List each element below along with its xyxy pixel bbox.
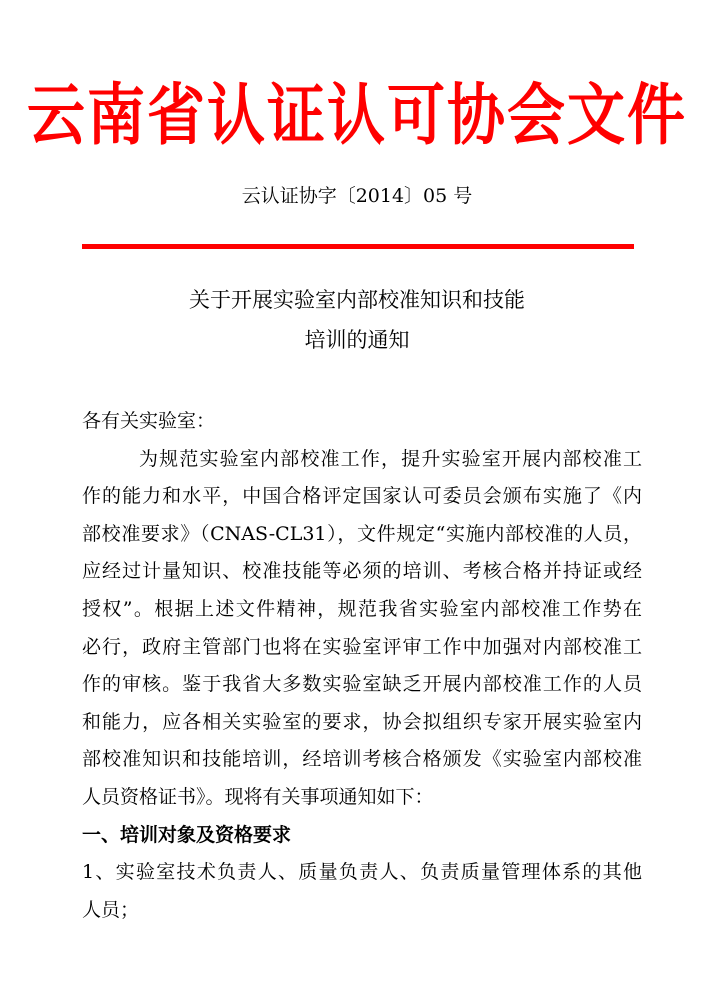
paragraph-line: 必行，政府主管部门也将在实验室评审工作中加强对内部校准工 bbox=[82, 635, 642, 658]
paragraph-line: 为规范实验室内部校准工作，提升实验室开展内部校准工 bbox=[139, 447, 642, 470]
list-item-line: 人员； bbox=[82, 898, 140, 921]
list-item-line: 1、实验室技术负责人、质量负责人、负责质量管理体系的其他 bbox=[82, 861, 642, 884]
notice-body bbox=[82, 403, 642, 929]
paragraph-line: 授权”。根据上述文件精神，规范我省实验室内部校准工作势在 bbox=[82, 597, 642, 620]
section-heading-training-targets: 一、培训对象及资格要求 bbox=[82, 823, 292, 846]
intro-paragraph bbox=[82, 441, 642, 817]
document-number: 云认证协字〔2014〕05 号 bbox=[241, 185, 473, 207]
paragraph-line: 和能力，应各相关实验室的要求，协会拟组织专家开展实验室内 bbox=[82, 710, 642, 733]
notice-title-line-1: 关于开展实验室内部校准知识和技能 bbox=[189, 288, 525, 312]
paragraph-line: 人员资格证书》。现将有关事项通知如下： bbox=[82, 785, 434, 808]
salutation: 各有关实验室： bbox=[82, 410, 216, 432]
issuer-header-title: 云南省认证认可协会文件 bbox=[26, 75, 687, 155]
paragraph-line: 作的审核。鉴于我省大多数实验室缺乏开展内部校准工作的人员 bbox=[82, 673, 642, 696]
paragraph-line: 应经过计量知识、校准技能等必须的培训、考核合格并持证或经 bbox=[82, 560, 642, 583]
paragraph-line: 部校准要求》（CNAS-CL31），文件规定“实施内部校准的人员， bbox=[82, 522, 642, 545]
notice-title-line-2: 培训的通知 bbox=[304, 328, 410, 352]
paragraph-line: 部校准知识和技能培训，经培训考核合格颁发《实验室内部校准 bbox=[82, 748, 642, 771]
paragraph-line: 作的能力和水平，中国合格评定国家认可委员会颁布实施了《内 bbox=[82, 485, 642, 508]
red-divider-rule bbox=[82, 244, 634, 249]
notice-title bbox=[0, 280, 714, 360]
